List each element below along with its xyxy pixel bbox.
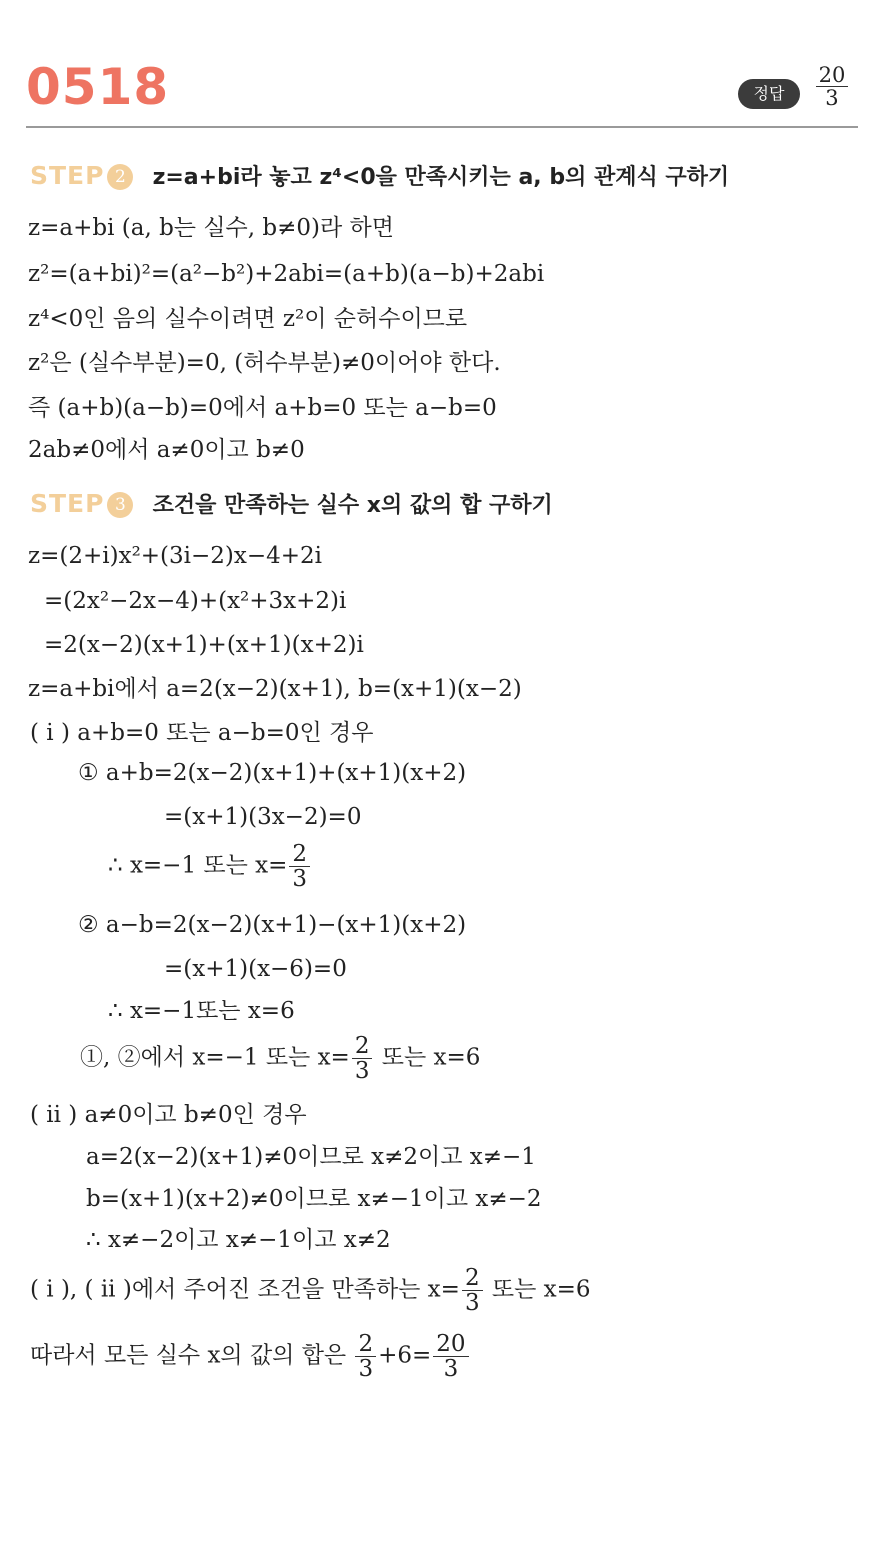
case-ii-line-1: a=2(x−2)(x+1)≠0이므로 x≠2이고 x≠−1 <box>86 1144 536 1170</box>
case-ii-heading: ( ii ) a≠0이고 b≠0인 경우 <box>30 1102 307 1128</box>
answer-badge: 정답 <box>738 79 800 109</box>
condition-text: ( i ), ( ii )에서 주어진 조건을 만족하는 x= <box>30 1276 460 1303</box>
combine-suffix: 또는 x=6 <box>381 1044 481 1071</box>
case-i-1-line-2: =(x+1)(3x−2)=0 <box>164 804 362 830</box>
sol1-text: ∴ x=−1 또는 x= <box>108 852 288 879</box>
case-i-2-line-1: ② a−b=2(x−2)(x+1)−(x+1)(x+2) <box>78 912 467 938</box>
step2-index: 2 <box>107 164 133 190</box>
step3-title: 조건을 만족하는 실수 x의 값의 합 구하기 <box>152 493 553 518</box>
condition-numerator: 2 <box>462 1266 483 1291</box>
step2-label: STEP <box>30 161 105 190</box>
sum-result-numerator: 20 <box>433 1332 468 1357</box>
combine-numerator: 2 <box>352 1034 373 1059</box>
combine-denominator: 3 <box>354 1058 370 1085</box>
case-i-combined <box>80 1034 480 1083</box>
step2-line-1: z=a+bi (a, b는 실수, b≠0)라 하면 <box>28 215 394 241</box>
step2-line-5: 즉 (a+b)(a−b)=0에서 a+b=0 또는 a−b=0 <box>28 395 497 421</box>
sum-denominator: 3 <box>358 1356 374 1383</box>
case-ii-line-2: b=(x+1)(x+2)≠0이므로 x≠−1이고 x≠−2 <box>86 1186 542 1212</box>
sum-text: 따라서 모든 실수 x의 값의 합은 <box>30 1342 347 1369</box>
case-i-1-line-1: ① a+b=2(x−2)(x+1)+(x+1)(x+2) <box>78 760 467 786</box>
sol1-numerator: 2 <box>289 842 310 867</box>
case-i-1-solution <box>108 842 312 891</box>
step2-line-3: z⁴<0인 음의 실수이려면 z²이 순허수이므로 <box>28 306 468 332</box>
answer-denominator: 3 <box>825 86 839 111</box>
sol1-denominator: 3 <box>292 866 308 893</box>
case-ii-line-3: ∴ x≠−2이고 x≠−1이고 x≠2 <box>86 1227 391 1253</box>
combine-text: ①, ②에서 x=−1 또는 x= <box>80 1044 350 1071</box>
step3-line-4: z=a+bi에서 a=2(x−2)(x+1), b=(x+1)(x−2) <box>28 676 522 702</box>
sum-mid: +6= <box>378 1342 432 1369</box>
step3-index: 3 <box>107 492 133 518</box>
step3-line-1: z=(2+i)x²+(3i−2)x−4+2i <box>28 543 323 569</box>
step3-label: STEP <box>30 489 105 518</box>
step2-title: z=a+bi라 놓고 z⁴<0을 만족시키는 a, b의 관계식 구하기 <box>152 165 730 190</box>
condition-suffix: 또는 x=6 <box>491 1276 591 1303</box>
case-i-2-solution: ∴ x=−1또는 x=6 <box>108 998 295 1024</box>
step2-line-6: 2ab≠0에서 a≠0이고 b≠0 <box>28 437 305 463</box>
step3-line-2: =(2x²−2x−4)+(x²+3x+2)i <box>44 588 347 614</box>
answer-fraction <box>812 64 852 109</box>
final-sum <box>30 1332 471 1381</box>
problem-number: 0518 <box>26 58 170 116</box>
case-i-heading: ( i ) a+b=0 또는 a−b=0인 경우 <box>30 720 374 746</box>
step2-line-2: z²=(a+bi)²=(a²−b²)+2abi=(a+b)(a−b)+2abi <box>28 261 545 287</box>
condition-summary <box>30 1266 591 1315</box>
step2-line-4: z²은 (실수부분)=0, (허수부분)≠0이어야 한다. <box>28 350 501 376</box>
answer-numerator: 20 <box>816 64 849 87</box>
step3-line-3: =2(x−2)(x+1)+(x+1)(x+2)i <box>44 632 364 658</box>
header-divider <box>26 126 858 128</box>
case-i-2-line-2: =(x+1)(x−6)=0 <box>164 956 347 982</box>
condition-denominator: 3 <box>464 1290 480 1317</box>
sum-result-denominator: 3 <box>443 1356 459 1383</box>
step2-heading <box>30 160 729 191</box>
sum-numerator: 2 <box>355 1332 376 1357</box>
step3-heading <box>30 488 553 519</box>
